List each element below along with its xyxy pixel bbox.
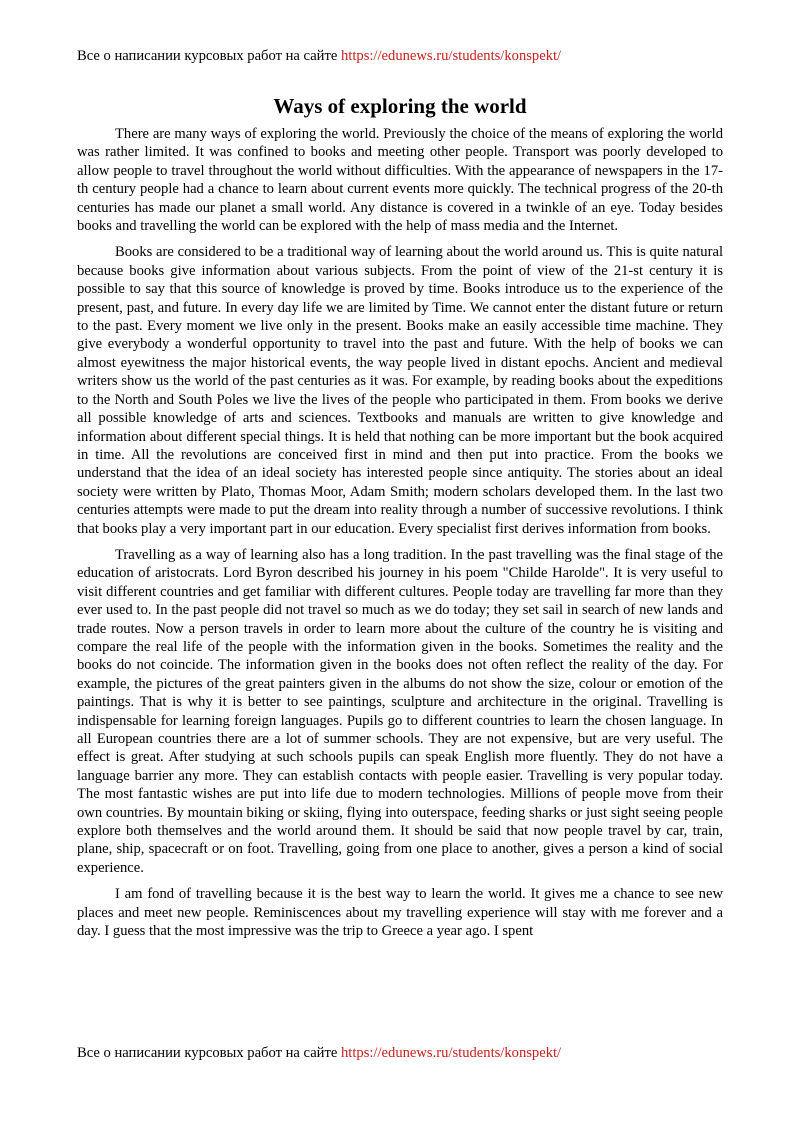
page-footer [77, 1045, 561, 1062]
paragraph: Travelling as a way of learning also has a long tradition. In the past travelling was the final stage of the education of aristocrats. Lord Byron described his journey in his poem "Childe Harolde". It is very useful to visit different countries and get familiar with different cultures. People today are travelling far more than they ever used to. In the past people did not travel so much as we do today; they set sail in search of new lands and trade routes. Now a person travels in order to learn more about the culture of the country he is visiting and compare the real life of the people with the information given in the books. Sometimes the reality and the books do not coincide. The information given in the books does not often reflect the reality of the day. For example, the pictures of the great painters given in the albums do not show the size, colour or emotion of the paintings. That is why it is better to see paintings, sculpture and architecture in the original. Travelling is indispensable for learning foreign languages. Pupils go to different countries to learn the chosen language. In all European countries there are a lot of summer schools. They are not expensive, but are very useful. The effect is great. After studying at such schools pupils can speak English more fluently. They do not have a language barrier any more. They can establish contacts with people easier. Travelling is very popular today. The most fantastic wishes are put into life due to modern technologies. Millions of people move from their own countries. By mountain biking or skiing, flying into outerspace, feeding sharks or just sight seeing people explore both themselves and the world around them. It should be said that now people travel by car, train, plane, ship, spacecraft or on foot. Travelling, going from one place to another, gives a person a kind of social experience. [77, 546, 723, 876]
footer-text: Все о написании курсовых работ на сайте [77, 1045, 341, 1061]
header-text: Все о написании курсовых работ на сайте [77, 48, 341, 64]
footer-link[interactable]: https://edunews.ru/students/konspekt/ [341, 1045, 562, 1061]
page-header [77, 48, 561, 65]
document-body [77, 125, 723, 948]
paragraph: Books are considered to be a traditional way of learning about the world around us. This is quite natural because books give information about various subjects. From the point of view of the 21-st century it is possible to say that this source of knowledge is proved by time. Books introduce us to the experience of the present, past, and future. In every day life we are limited by Time. We cannot enter the distant future or return to the past. Every moment we live only in the present. Books make an easily accessible time machine. They give everybody a wonderful opportunity to travel into the past and future. With the help of books we can almost eyewitness the major historical events, the way people lived in distant epochs. Ancient and medieval writers show us the world of the past centuries as it was. For example, by reading books about the expeditions to the North and South Poles we live the lives of the people who participated in them. From books we derive all possible knowledge of arts and sciences. Textbooks and manuals are written to give knowledge and information about different special things. It is held that nothing can be more important but the book acquired in time. All the revolutions are conceived first in mind and then put into practice. From the books we understand that the idea of an ideal society has interested people since antiquity. The stories about an ideal society were written by Plato, Thomas Moor, Adam Smith; modern scholars developed them. In the last two centuries attempts were made to put the dream into reality through a number of successive revolutions. I think that books play a very important part in our education. Every specialist first derives information from books. [77, 244, 723, 537]
paragraph: I am fond of travelling because it is the best way to learn the world. It gives me a chance to see new places and meet new people. Reminiscences about my travelling experience will stay with me forever and a day. I guess that the most impressive was the trip to Greece a year ago. I spent [77, 886, 723, 940]
paragraph: There are many ways of exploring the world. Previously the choice of the means of exploring the world was rather limited. It was confined to books and meeting other people. Transport was poorly developed to allow people to travel throughout the world without difficulties. With the appearance of newspapers in the 17-th century people had a chance to learn about current events more quickly. The technical progress of the 20-th centuries has made our planet a small world. Any distance is covered in a twinkle of an eye. Today besides books and travelling the world can be explored with the help of mass media and the Internet. [77, 126, 723, 235]
header-link[interactable]: https://edunews.ru/students/konspekt/ [341, 48, 562, 64]
document-title: Ways of exploring the world [273, 94, 527, 118]
